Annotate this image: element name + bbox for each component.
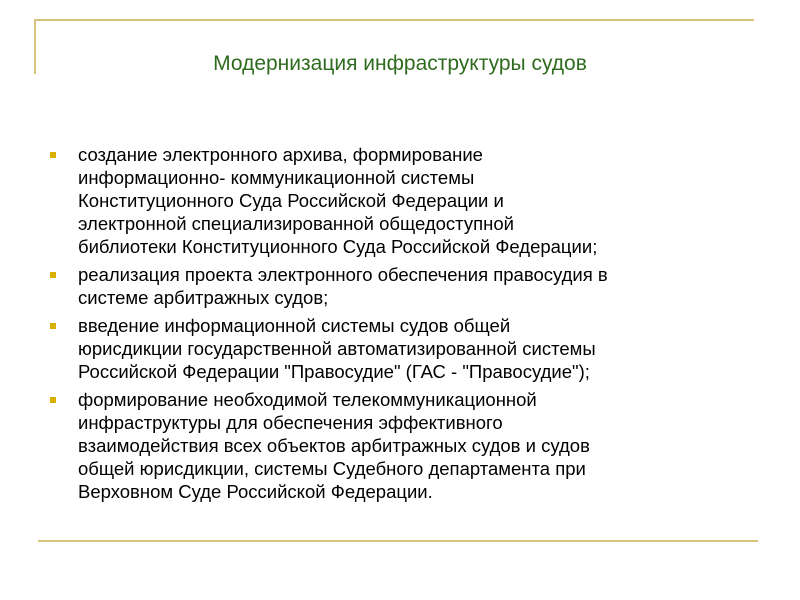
bullet-item — [48, 143, 768, 258]
frame-top-line — [34, 19, 754, 21]
bullet-text-line: создание электронного архива, формирование — [78, 144, 483, 165]
bullet-list — [48, 143, 768, 508]
bullet-item — [48, 263, 768, 309]
bullet-text-line: инфраструктуры для обеспечения эффективного — [78, 412, 503, 433]
bullet-text-line: юрисдикции государственной автоматизированной системы — [78, 338, 596, 359]
bullet-text-line: библиотеки Конституционного Суда Российской Федерации; — [78, 236, 598, 257]
bullet-text-line: формирование необходимой телекоммуникационной — [78, 389, 537, 410]
bullet-text-line: введение информационной системы судов общей — [78, 315, 511, 336]
frame-bottom-line — [38, 540, 758, 542]
slide-title: Модернизация инфраструктуры судов — [213, 52, 587, 75]
bullet-text-line: Верховном Суде Российской Федерации. — [78, 481, 433, 502]
bullet-text-line: Российской Федерации "Правосудие" (ГАС - "Правосудие"); — [78, 361, 590, 382]
bullet-text-line: системе арбитражных судов; — [78, 287, 329, 308]
bullet-square-icon — [50, 397, 56, 403]
bullet-text-line: взаимодействия всех объектов арбитражных судов и судов — [78, 435, 590, 456]
bullet-text-line: электронной специализированной общедоступной — [78, 213, 514, 234]
bullet-square-icon — [50, 152, 56, 158]
bullet-text-line: информационно- коммуникационной системы — [78, 167, 475, 188]
bullet-square-icon — [50, 272, 56, 278]
bullet-text-line: общей юрисдикции, системы Судебного департамента при — [78, 458, 586, 479]
bullet-text-line: реализация проекта электронного обеспечения правосудия в — [78, 264, 608, 285]
bullet-item — [48, 388, 768, 503]
bullet-square-icon — [50, 323, 56, 329]
bullet-text-line: Конституционного Суда Российской Федерации и — [78, 190, 504, 211]
bullet-item — [48, 314, 768, 383]
